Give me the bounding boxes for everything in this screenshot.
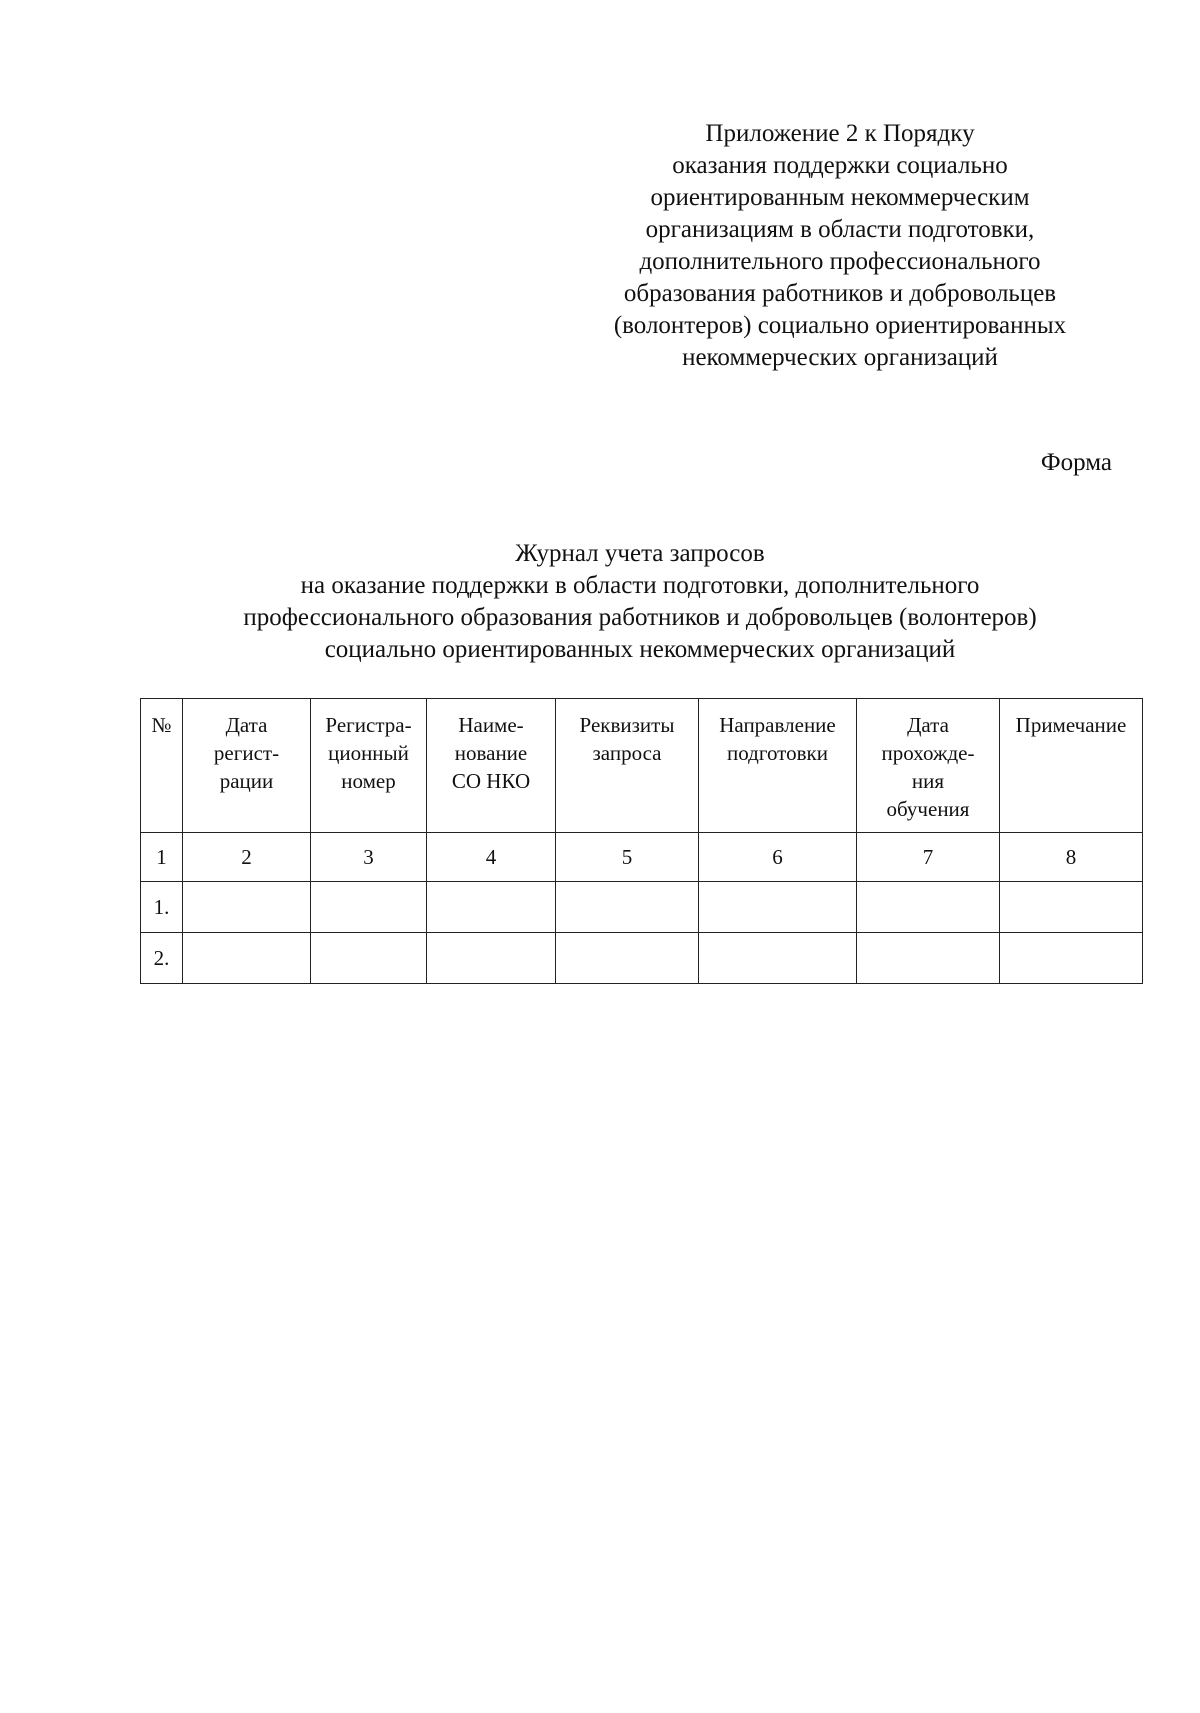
table-cell [183, 882, 311, 933]
column-number: 8 [1000, 833, 1143, 882]
table-cell [857, 933, 1000, 984]
column-number: 5 [556, 833, 699, 882]
appendix-line: некоммерческих организаций [682, 344, 998, 371]
table-cell [183, 933, 311, 984]
column-number: 2 [183, 833, 311, 882]
appendix-line: организациям в области подготовки, [645, 216, 1035, 243]
table-cell: 2. [141, 933, 183, 984]
header-training-date: Дата прохожде- ния обучения [857, 699, 1000, 833]
journal-title-line: Журнал учета запросов [515, 540, 765, 567]
column-number: 6 [699, 833, 857, 882]
journal-title-line: на оказание поддержки в области подготовки, дополнительного [300, 572, 980, 599]
column-number: 7 [857, 833, 1000, 882]
appendix-line: дополнительного профессионального [639, 248, 1041, 275]
appendix-line: Приложение 2 к Порядку [705, 120, 975, 147]
header-request-details: Реквизиты запроса [556, 699, 699, 833]
journal-title-line: социально ориентированных некоммерческих организаций [324, 636, 956, 663]
journal-title [0, 538, 1200, 666]
header-training-direction: Направление подготовки [699, 699, 857, 833]
column-number: 3 [311, 833, 427, 882]
appendix-line: образования работников и добровольцев [623, 280, 1057, 307]
table-cell [1000, 933, 1143, 984]
appendix-line: (волонтеров) социально ориентированных [613, 312, 1067, 339]
table-row [141, 933, 1143, 984]
header-registration-date: Дата регист- рации [183, 699, 311, 833]
header-organization-name: Наиме- нование СО НКО [427, 699, 556, 833]
column-number-row [141, 833, 1143, 882]
form-label: Форма [1040, 449, 1112, 476]
table-cell [1000, 882, 1143, 933]
header-note: Примечание [1000, 699, 1143, 833]
table-cell [699, 882, 857, 933]
appendix-line: ориентированным некоммерческим [650, 184, 1030, 211]
table-cell [311, 933, 427, 984]
appendix-header [560, 118, 1120, 374]
table-cell [556, 933, 699, 984]
table-cell: 1. [141, 882, 183, 933]
table-header-row [141, 699, 1143, 833]
table-cell [699, 933, 857, 984]
table-cell [311, 882, 427, 933]
table-row [141, 882, 1143, 933]
table-cell [427, 882, 556, 933]
column-number: 4 [427, 833, 556, 882]
column-number: 1 [141, 833, 183, 882]
journal-title-line: профессионального образования работников и добровольцев (волонтеров) [243, 604, 1037, 631]
table-cell [427, 933, 556, 984]
header-registration-number: Регистра- ционный номер [311, 699, 427, 833]
appendix-line: оказания поддержки социально [672, 152, 1008, 179]
header-number: № [141, 699, 183, 833]
table-cell [556, 882, 699, 933]
table-cell [857, 882, 1000, 933]
journal-table [140, 698, 1143, 984]
